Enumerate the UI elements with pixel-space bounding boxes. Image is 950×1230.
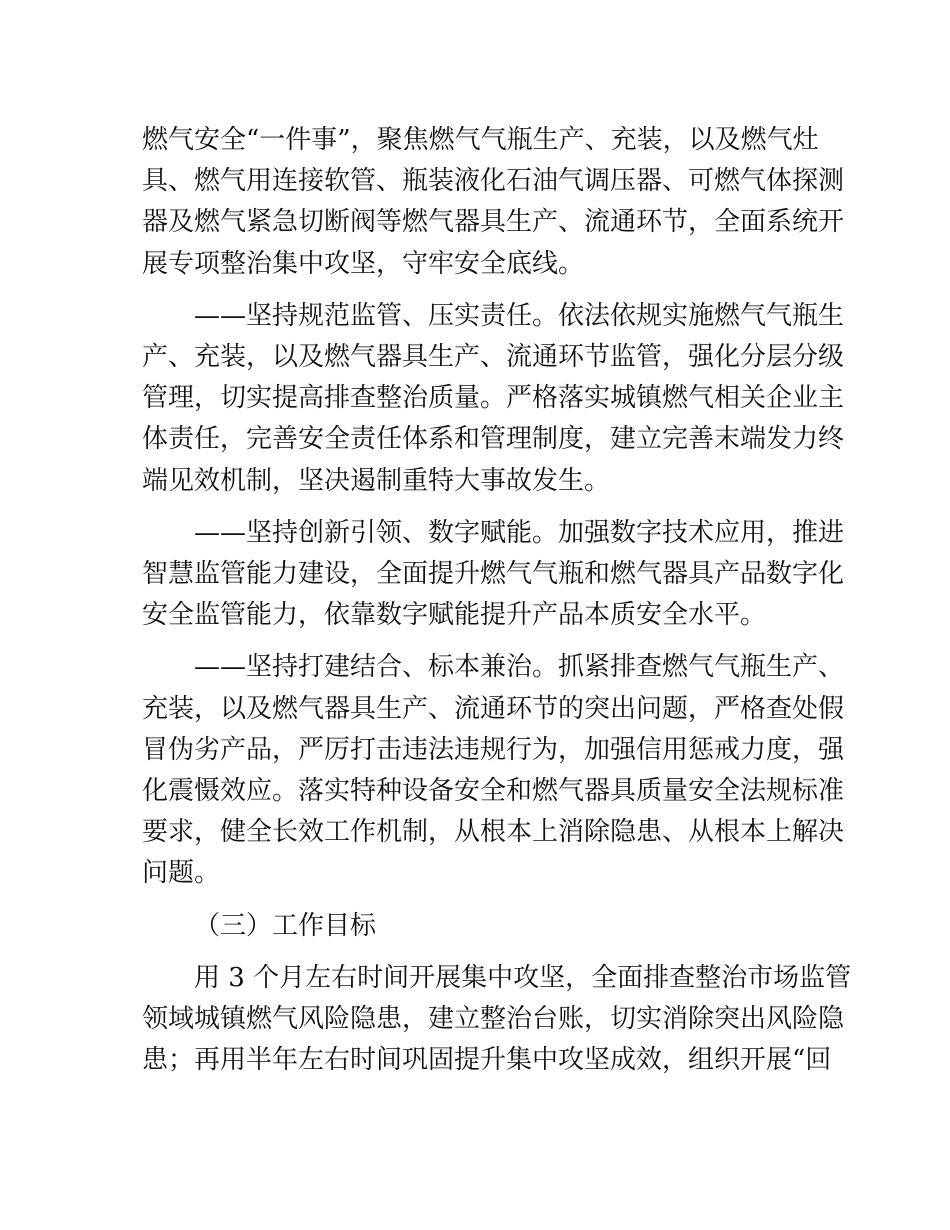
text-line: 问题。: [142, 858, 221, 889]
paragraph-gas-safety-intro: [142, 120, 845, 285]
text-line: 化震慑效应。落实特种设备安全和燃气器具质量安全法规标准: [142, 776, 845, 807]
text-line: 智慧监管能力建设，全面提升燃气气瓶和燃气器具产品数字化: [142, 559, 845, 590]
text-line: 充装，以及燃气器具生产、流通环节的突出问题，严格查处假: [142, 693, 845, 724]
paragraph-digital-empowerment: [142, 513, 845, 637]
text-line: 器及燃气紧急切断阀等燃气器具生产、流通环节，全面系统开: [142, 207, 845, 238]
section-heading-work-goals: [142, 906, 814, 947]
text-line: ——坚持打建结合、标本兼治。抓紧排查燃气气瓶生产、: [194, 652, 845, 683]
text-line: 燃气安全“一件事”，聚焦燃气气瓶生产、充装，以及燃气灶: [142, 125, 819, 155]
text-line: 安全监管能力，依靠数字赋能提升产品本质安全水平。: [142, 600, 767, 631]
text-line: 具、燃气用连接软管、瓶装液化石油气调压器、可燃气体探测: [142, 166, 845, 197]
text-line: 体责任，完善安全责任体系和管理制度，建立完善末端发力终: [142, 424, 845, 455]
text-line: 领域城镇燃气风险隐患，建立整治台账，切实消除突出风险隐: [142, 1004, 845, 1035]
paragraph-work-goals: [142, 958, 852, 1082]
text-line: 要求，健全长效工作机制，从根本上消除隐患、从根本上解决: [142, 817, 845, 848]
text-line: 冒伪劣产品，严厉打击违法违规行为，加强信用惩戒力度，强: [142, 734, 845, 765]
text-line: ——坚持规范监管、压实责任。依法依规实施燃气气瓶生: [194, 300, 845, 331]
document-body: [142, 120, 852, 1081]
text-line: ——坚持创新引领、数字赋能。加强数字技术应用，推进: [194, 517, 845, 548]
text-line: 展专项整治集中攻坚，守牢安全底线。: [142, 248, 585, 279]
text-line: 产、充装，以及燃气器具生产、流通环节监管，强化分层分级: [142, 342, 845, 373]
text-line: 用 3 个月左右时间开展集中攻坚，全面排查整治市场监管: [194, 962, 852, 993]
text-line: 管理，切实提高排查整治质量。严格落实城镇燃气相关企业主: [142, 383, 845, 414]
paragraph-standard-supervision: [142, 296, 845, 502]
section-heading: （三）工作目标: [194, 910, 377, 941]
text-line: 端见效机制，坚决遏制重特大事故发生。: [142, 465, 611, 496]
text-line: 患；再用半年左右时间巩固提升集中攻坚成效，组织开展“回: [142, 1045, 832, 1076]
paragraph-combined-governance: [142, 647, 845, 894]
